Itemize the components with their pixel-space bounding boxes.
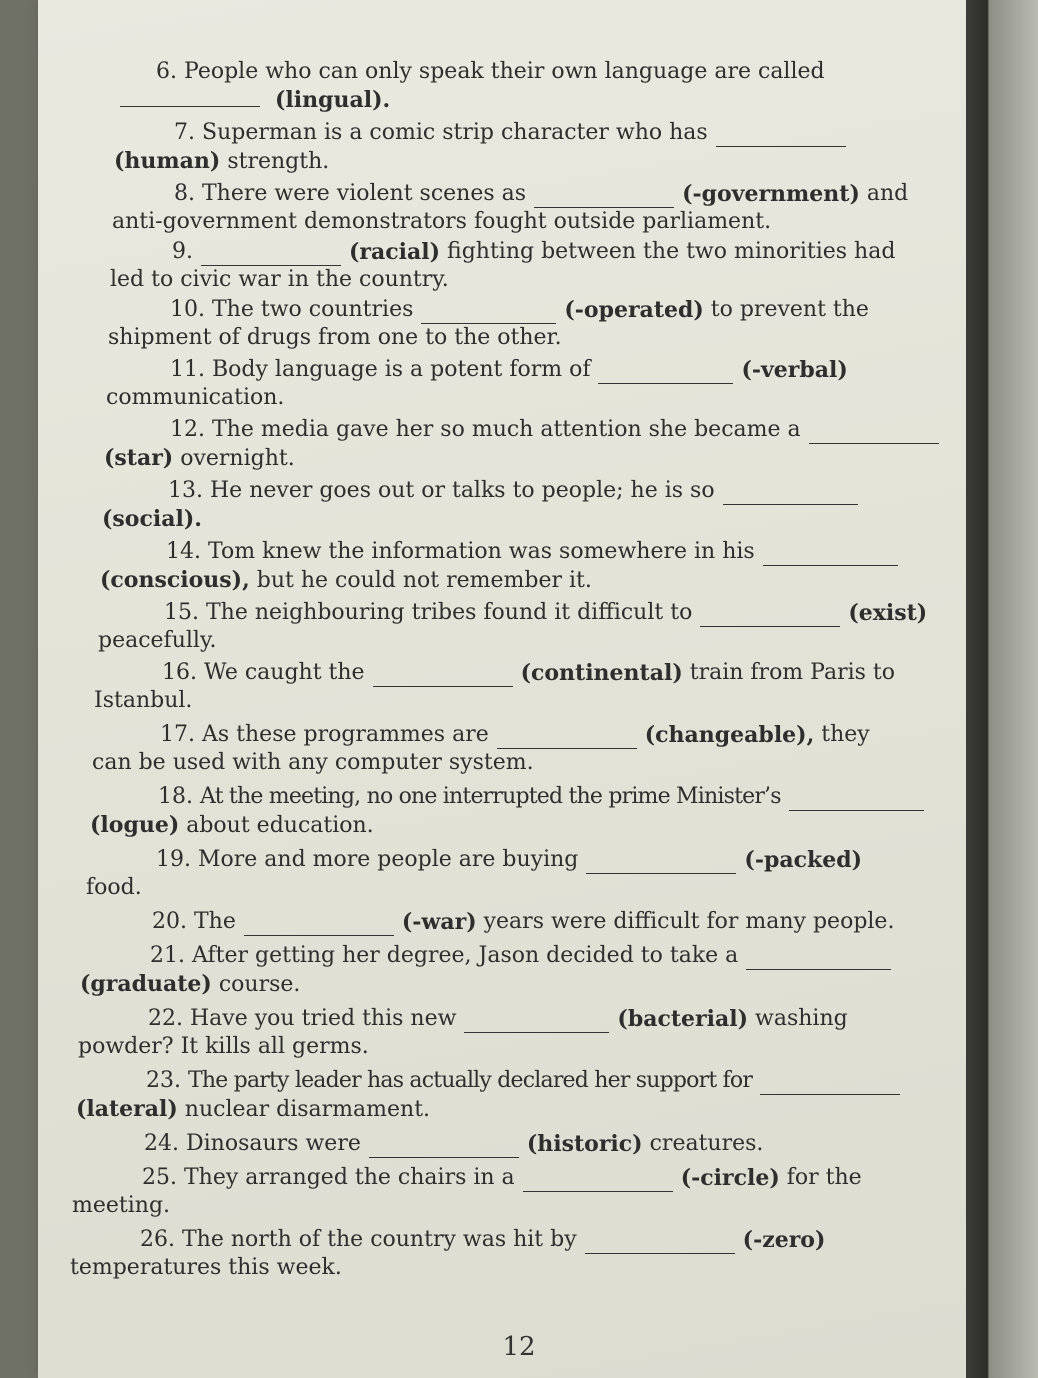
answer-blank[interactable] [716,128,846,147]
item-text: and [866,181,909,206]
root-word: (lateral) [76,1096,178,1122]
item-text: temperatures this week. [70,1255,342,1280]
item-number: 18. [158,784,193,809]
item-text: meeting. [72,1193,171,1218]
item-text: led to civic war in the country. [110,267,449,292]
root-word: (continental) [520,660,683,686]
item-line [70,296,950,324]
root-word: (social). [102,506,202,532]
root-word: (graduate) [80,971,212,997]
root-word: (-government) [682,181,860,207]
answer-blank[interactable] [586,855,736,874]
item-text: peacefully. [98,628,217,653]
exercise-item [70,1226,950,1282]
item-text: creatures. [649,1131,764,1156]
item-text: The media gave her so much attention she became a [212,417,801,442]
item-number: 9. [172,239,193,264]
exercise-item [70,356,950,412]
answer-blank[interactable] [369,1139,519,1158]
item-text: for the [786,1165,862,1190]
page-edge-shadow [966,0,1038,1378]
item-text: can be used with any computer system. [92,750,534,775]
root-word: (lingual). [275,87,391,113]
item-text: The two countries [212,297,414,322]
item-line [70,599,950,627]
item-number: 14. [166,539,201,564]
answer-blank[interactable] [723,486,858,505]
item-line [70,1130,950,1158]
item-text: The north of the country was hit by [182,1227,577,1252]
item-line [70,874,950,902]
answer-blank[interactable] [789,792,924,811]
exercise-item [70,721,950,777]
item-line [70,180,950,208]
root-word: (-zero) [742,1227,826,1253]
item-line [70,238,950,266]
item-text: Have you tried this new [190,1006,457,1031]
item-number: 12. [170,417,205,442]
item-text: overnight. [180,446,295,471]
answer-blank[interactable] [746,951,891,970]
answer-blank[interactable] [201,247,341,266]
item-text: washing [755,1006,848,1031]
item-line [70,783,950,811]
item-line [70,1067,950,1095]
root-word: (-verbal) [741,357,848,383]
item-number: 26. [140,1227,175,1252]
item-line [70,1095,950,1124]
item-line [70,119,950,147]
item-text: powder? It kills all germs. [78,1034,369,1059]
item-line [70,566,950,595]
exercise-item [70,238,950,294]
answer-blank[interactable] [373,668,513,687]
root-word: (star) [104,445,174,471]
answer-blank[interactable] [120,88,260,107]
item-number: 25. [142,1165,177,1190]
item-number: 7. [174,120,195,145]
item-line [70,846,950,874]
item-number: 19. [156,847,191,872]
item-number: 20. [152,909,187,934]
item-text: More and more people are buying [198,847,579,872]
answer-blank[interactable] [760,1076,900,1095]
item-number: 22. [148,1006,183,1031]
item-line [70,1005,950,1033]
item-line [70,86,950,115]
item-line [70,58,950,86]
exercise-item [70,119,950,176]
exercise-item [70,1130,950,1158]
item-line [70,538,950,566]
item-line [70,477,950,505]
item-line [70,908,950,936]
answer-blank[interactable] [763,547,898,566]
item-text: At the meeting, no one interrupted the prime Minister’s [200,784,781,809]
item-line [70,1033,950,1061]
item-text: nuclear disarmament. [184,1097,431,1122]
item-line [70,356,950,384]
item-number: 21. [150,943,185,968]
item-text: As these programmes are [202,722,489,747]
exercise-item [70,538,950,595]
item-text: Tom knew the information was somewhere in his [208,539,755,564]
item-text: fighting between the two minorities had [447,239,896,264]
item-text: communication. [106,385,285,410]
answer-blank[interactable] [585,1235,735,1254]
item-number: 6. [156,59,177,84]
item-line [70,687,950,715]
item-text: food. [86,875,142,900]
item-text: Superman is a comic strip character who has [202,120,708,145]
exercise-item [70,1067,950,1124]
item-number: 24. [144,1131,179,1156]
item-line [70,1164,950,1192]
exercise-item [70,296,950,352]
item-number: 10. [170,297,205,322]
exercise-item [70,477,950,534]
item-line [70,1254,950,1282]
answer-blank[interactable] [598,365,733,384]
root-word: (-operated) [564,297,704,323]
item-line [70,266,950,294]
answer-blank[interactable] [421,305,556,324]
item-text: anti-government demonstrators fought outside parliament. [112,209,772,234]
item-text: They arranged the chairs in a [184,1165,515,1190]
root-word: (logue) [90,812,180,838]
item-text: He never goes out or talks to people; he is so [210,478,715,503]
item-text: People who can only speak their own language are called [184,59,825,84]
item-line [70,444,950,473]
root-word: (bacterial) [617,1006,748,1032]
answer-blank[interactable] [244,917,394,936]
item-line [70,970,950,999]
exercise-item [70,942,950,999]
item-line [70,416,950,444]
item-text: We caught the [204,660,365,685]
exercise-item [70,58,950,115]
exercise-item [70,1005,950,1061]
item-number: 17. [160,722,195,747]
item-text: The [194,909,236,934]
answer-blank[interactable] [497,730,637,749]
item-text: The party leader has actually declared her support for [188,1068,753,1093]
item-line [70,942,950,970]
item-text: Dinosaurs were [186,1131,361,1156]
item-line [70,384,950,412]
item-number: 23. [146,1068,181,1093]
item-line [70,1226,950,1254]
exercise-item [70,846,950,902]
item-text: but he could not remember it. [256,568,592,593]
item-text: about education. [186,813,374,838]
item-line [70,208,950,236]
root-word: (racial) [349,239,441,265]
root-word: (changeable), [644,722,815,748]
root-word: (-circle) [680,1165,780,1191]
exercise-item [70,1164,950,1220]
item-line [70,659,950,687]
root-word: (historic) [526,1131,643,1157]
exercise-item [70,180,950,236]
answer-blank[interactable] [523,1173,673,1192]
item-number: 16. [162,660,197,685]
answer-blank[interactable] [534,189,674,208]
root-word: (conscious), [100,567,250,593]
item-text: to prevent the [710,297,869,322]
answer-blank[interactable] [809,425,939,444]
item-text: train from Paris to [689,660,896,685]
root-word: (human) [114,148,221,174]
exercise-item [70,783,950,840]
page-number: 12 [502,1332,536,1362]
answer-blank[interactable] [464,1014,609,1033]
exercise-item [70,659,950,715]
item-line [70,721,950,749]
item-number: 11. [170,357,205,382]
item-text: course. [218,972,301,997]
item-number: 8. [174,181,195,206]
root-word: (-war) [401,909,477,935]
item-text: they [821,722,870,747]
root-word: (-packed) [744,847,863,873]
item-line [70,627,950,655]
item-text: shipment of drugs from one to the other. [108,325,562,350]
item-text: Istanbul. [94,688,193,713]
item-text: Body language is a potent form of [212,357,591,382]
exercise-item [70,908,950,936]
exercise-item [70,599,950,655]
item-number: 13. [168,478,203,503]
item-line [70,147,950,176]
item-line [70,324,950,352]
item-text: years were difficult for many people. [483,909,895,934]
exercise-list [70,58,950,1282]
item-text: After getting her degree, Jason decided to take a [192,943,739,968]
item-text: There were violent scenes as [202,181,527,206]
root-word: (exist) [848,600,928,626]
item-number: 15. [164,600,199,625]
item-text: strength. [227,149,330,174]
item-text: The neighbouring tribes found it difficult to [206,600,693,625]
item-line [70,811,950,840]
exercise-item [70,416,950,473]
item-line [70,1192,950,1220]
item-line [70,749,950,777]
answer-blank[interactable] [700,608,840,627]
item-line [70,505,950,534]
